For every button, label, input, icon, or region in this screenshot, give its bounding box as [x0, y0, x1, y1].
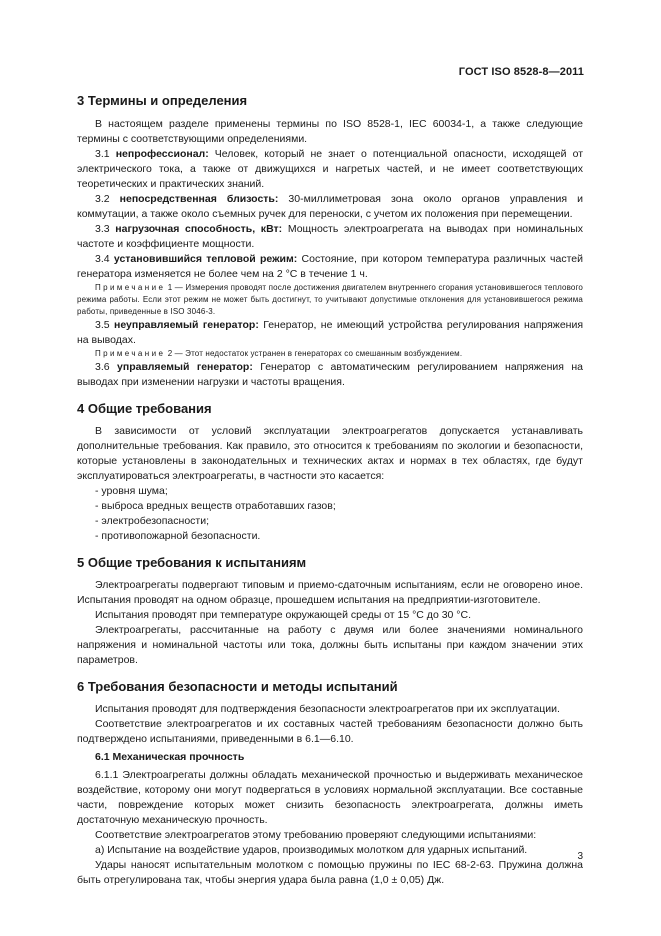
section-4-list	[77, 484, 583, 544]
page-content	[77, 93, 583, 888]
term-3-6	[77, 360, 583, 390]
note-1-text: 1 — Измерения проводят после достижения двигателем внутреннего сгорания установившегося теплового режима работы. Если этот режим не может быть достигнут, то учитывают допустимые отклонения для установившегося режима работы, приведенные в ISO 3046-3.	[77, 283, 583, 316]
note-2-label: Примечание	[95, 349, 166, 358]
section-5-title: 5 Общие требования к испытаниям	[77, 555, 307, 570]
term-3-2	[77, 192, 583, 222]
section-6-paragraph-5: Удары наносят испытательным молотком с помощью пружины по IEC 68-2-63. Пружина должна быть отрегулирована так, чтобы энергия удара была равна (1,0 ± 0,05) Дж.	[77, 859, 583, 886]
list-item: - уровня шума;	[95, 485, 168, 497]
section-5-paragraph-1: Электроагрегаты подвергают типовым и приемо-сдаточным испытаниям, если не оговорено иное. Испытания проводят на одном образце, прошедшем испытания на предприятии-изготовителе.	[77, 579, 583, 606]
note-2	[77, 348, 583, 360]
section-5-paragraph-2: Испытания проводят при температуре окружающей среды от 15 °С до 30 °С.	[95, 609, 471, 621]
term-3-2-name: непосредственная близость:	[119, 193, 279, 205]
note-2-text: 2 — Этот недостаток устранен в генераторах со смешанным возбуждением.	[167, 349, 463, 358]
section-6-paragraph-3: Соответствие электроагрегатов этому требованию проверяют следующими испытаниями:	[95, 829, 537, 841]
term-3-5	[77, 318, 583, 348]
section-3-intro: В настоящем разделе применены термины по ISO 8528-1, IEC 60034-1, а также следующие термины с соответствующими определениями.	[77, 118, 583, 145]
term-3-2-definition: 30-миллиметровая зона около органов управления и коммутации, а также около съемных ручек для переноски, с учетом их положения при перемещении.	[77, 193, 583, 220]
term-3-1	[77, 147, 583, 192]
section-4-paragraph: В зависимости от условий эксплуатации электроагрегатов допускается устанавливать дополнительные требования. Как правило, это относится к требованиям по экологии и безопасности, которые установлены в законодательных и технических актах и нормах в тех областях, где будут эксплуатироваться электроагрегаты, в частности это касается:	[77, 425, 583, 482]
term-3-3-name: нагрузочная способность, кВт:	[115, 223, 283, 235]
list-item: - выброса вредных веществ отработавших газов;	[95, 500, 336, 512]
term-3-4	[77, 252, 583, 282]
subsection-6-1-title: 6.1 Механическая прочность	[95, 751, 245, 763]
term-3-4-number: 3.4	[95, 253, 110, 265]
document-header-id: ГОСТ ISO 8528-8—2011	[458, 66, 584, 78]
term-3-5-number: 3.5	[95, 319, 110, 331]
section-6-paragraph-4: а) Испытание на воздействие ударов, производимых молотком для ударных испытаний.	[95, 844, 528, 856]
term-3-3-definition: Мощность электроагрегата на выводах при номинальных частоте и коэффициенте мощности.	[77, 223, 584, 250]
term-3-3-number: 3.3	[95, 223, 110, 235]
term-3-6-definition: Генератор с автоматическим регулированием напряжения на выводах при изменении нагрузки и частоты вращения.	[77, 361, 583, 388]
term-3-3	[77, 222, 583, 252]
note-1	[77, 282, 583, 318]
section-4-title: 4 Общие требования	[77, 401, 212, 416]
term-3-5-name: неуправляемый генератор:	[114, 319, 259, 331]
term-3-1-name: непрофессионал:	[115, 148, 209, 160]
clause-6-1-1: 6.1.1 Электроагрегаты должны обладать механической прочностью и выдерживать механическое воздействие, которому они могут подвергаться в условиях нормальной эксплуатации. Все составные части, повреждение которых может снизить безопасность электроагрегата, должны иметь достаточную механическую прочность.	[77, 769, 583, 826]
list-item: - электробезопасности;	[95, 515, 210, 527]
section-3-title: 3 Термины и определения	[77, 93, 248, 108]
term-3-6-number: 3.6	[95, 361, 110, 373]
term-3-1-definition: Человек, который не знает о потенциальной опасности, исходящей от электрического тока, а также от движущихся и нагретых частей, и не имеет соответствующих теоретических и практических знаний.	[77, 148, 584, 190]
list-item: - противопожарной безопасности.	[95, 530, 261, 542]
section-5-paragraph-3: Электроагрегаты, рассчитанные на работу с двумя или более значениями номинального напряжения и номинальной частоты или тока, должны быть испытаны при каждом значении этих параметров.	[77, 624, 583, 666]
note-1-label: Примечание	[95, 283, 166, 292]
term-3-4-name: установившийся тепловой режим:	[113, 253, 298, 265]
page-number: 3	[577, 851, 583, 862]
section-6-paragraph-1: Испытания проводят для подтверждения безопасности электроагрегатов при их эксплуатации.	[95, 703, 560, 715]
term-3-2-number: 3.2	[95, 193, 110, 205]
section-6-paragraph-2: Соответствие электроагрегатов и их составных частей требованиям безопасности должно быть подтверждено испытаниями, приведенными в 6.1—6.10.	[77, 718, 583, 745]
term-3-6-name: управляемый генератор:	[117, 361, 253, 373]
term-3-5-definition: Генератор, не имеющий устройства регулирования напряжения на выводах.	[77, 319, 584, 346]
section-6-title: 6 Требования безопасности и методы испытаний	[77, 679, 398, 694]
term-3-1-number: 3.1	[95, 148, 110, 160]
term-3-4-definition: Состояние, при котором температура различных частей генератора изменяется не более чем на 2 °С в течение 1 ч.	[77, 253, 584, 280]
